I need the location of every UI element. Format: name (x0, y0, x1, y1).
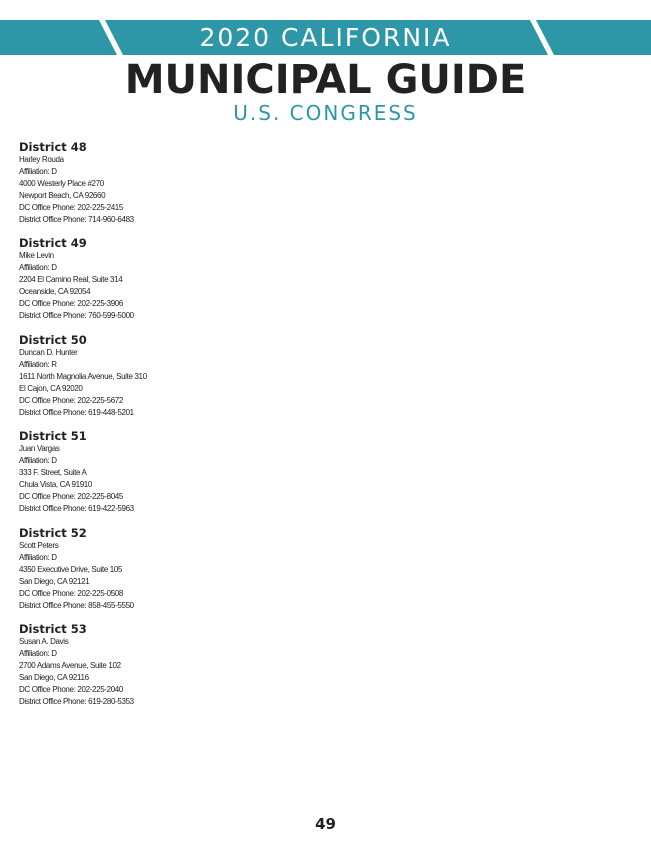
affiliation: Affiliation: D (19, 648, 57, 658)
district-office-phone: District Office Phone: 714-960-6483 (19, 215, 134, 224)
page-subtitle: U.S. CONGRESS (233, 101, 418, 125)
affiliation: Affiliation: D (19, 552, 57, 562)
affiliation: Affiliation: D (19, 167, 57, 176)
address-line-1: 1611 North Magnolia Avenue, Suite 310 (19, 371, 147, 381)
affiliation: Affiliation: D (19, 456, 57, 466)
district-entry (19, 526, 419, 622)
representative-name: Duncan D. Hunter (19, 347, 78, 357)
representative-name: Susan A. Davis (19, 636, 69, 646)
dc-office-phone: DC Office Phone: 202-225-2415 (19, 203, 123, 212)
district-title: District 49 (19, 236, 87, 251)
address-line-2: San Diego, CA 92121 (19, 576, 90, 586)
district-entry (19, 429, 419, 525)
district-title: District 51 (19, 429, 87, 444)
representative-name: Scott Peters (19, 540, 59, 550)
address-line-2: Oceanside, CA 92054 (19, 287, 91, 297)
representative-name: Harley Rouda (19, 155, 64, 164)
district-title: District 52 (19, 525, 87, 540)
page-title: MUNICIPAL GUIDE (124, 57, 527, 103)
dc-office-phone: DC Office Phone: 202-225-0508 (19, 588, 123, 598)
address-line-2: San Diego, CA 92116 (19, 672, 89, 682)
district-office-phone: District Office Phone: 619-448-5201 (19, 407, 134, 417)
address-line-1: 4000 Westerly Place #270 (19, 179, 104, 188)
district-office-phone: District Office Phone: 760-599-5000 (19, 311, 134, 321)
representative-name: Juan Vargas (19, 444, 60, 454)
header-banner (0, 20, 651, 55)
address-line-2: El Cajon, CA 92020 (19, 383, 83, 393)
district-office-phone: District Office Phone: 619-422-5963 (19, 504, 134, 514)
address-line-2: Chula Vista, CA 91910 (19, 480, 93, 490)
address-line-1: 2204 El Camino Real, Suite 314 (19, 275, 123, 285)
district-title: District 48 (19, 140, 87, 154)
dc-office-phone: DC Office Phone: 202-225-8045 (19, 492, 123, 502)
address-line-2: Newport Beach, CA 92660 (19, 191, 106, 200)
district-entry (19, 140, 419, 236)
district-office-phone: District Office Phone: 858-455-5550 (19, 600, 134, 610)
address-line-1: 2700 Adams Avenue, Suite 102 (19, 660, 121, 670)
page-number: 49 (315, 815, 336, 833)
representative-name: Mike Levin (19, 251, 54, 261)
district-entry (19, 622, 419, 718)
address-line-1: 333 F. Street, Suite A (19, 468, 87, 478)
dc-office-phone: DC Office Phone: 202-225-2040 (19, 684, 123, 694)
district-title: District 53 (19, 621, 87, 636)
dc-office-phone: DC Office Phone: 202-225-3906 (19, 299, 123, 309)
dc-office-phone: DC Office Phone: 202-225-5672 (19, 395, 123, 405)
address-line-1: 4350 Executive Drive, Suite 105 (19, 564, 122, 574)
district-title: District 50 (19, 332, 87, 347)
affiliation: Affiliation: D (19, 263, 57, 273)
banner-title: 2020 CALIFORNIA (199, 23, 452, 52)
affiliation: Affiliation: R (19, 359, 57, 369)
district-list (19, 140, 419, 718)
district-office-phone: District Office Phone: 619-280-5353 (19, 696, 134, 706)
district-entry (19, 333, 419, 429)
district-entry (19, 236, 419, 332)
